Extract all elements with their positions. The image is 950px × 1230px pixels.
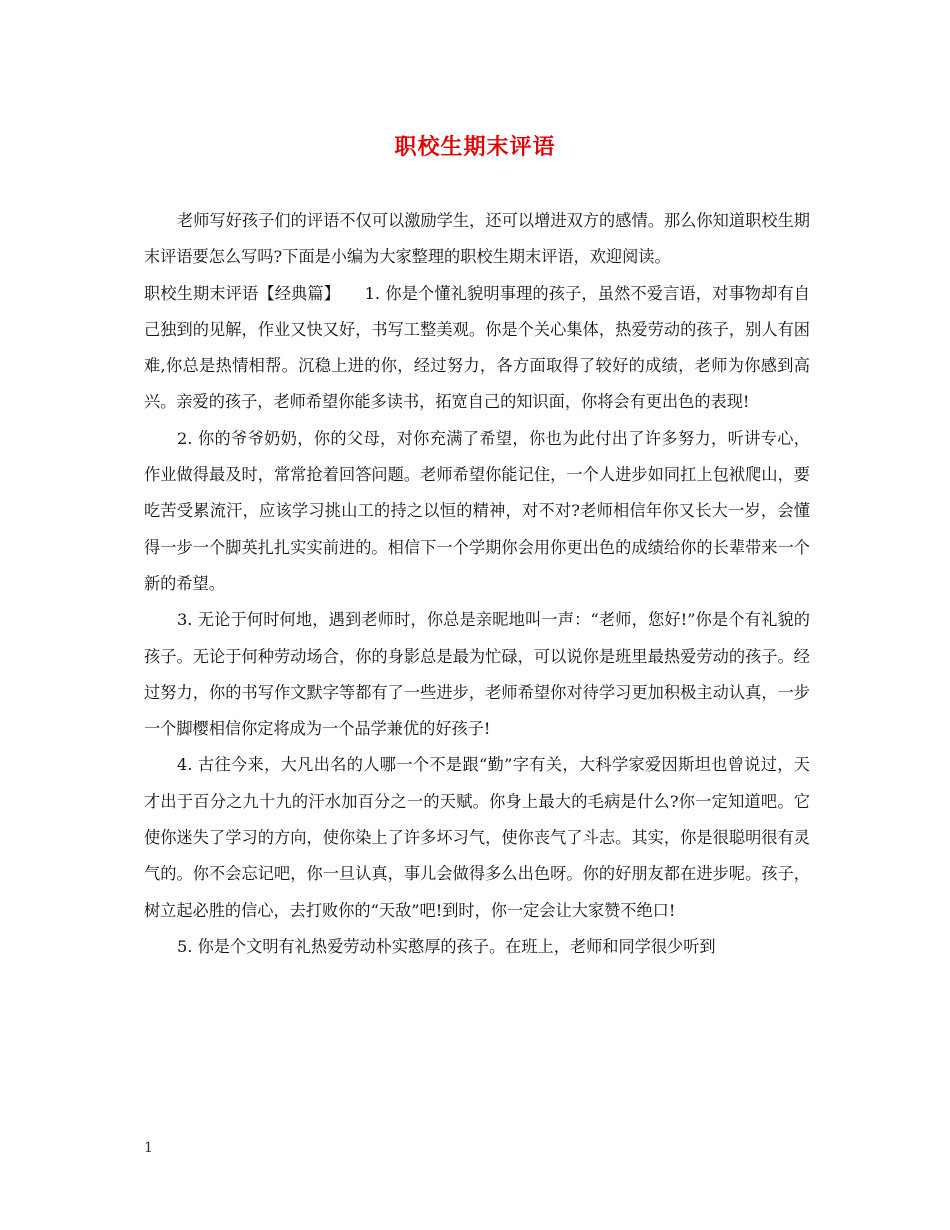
document-title: 职校生期末评语 (394, 134, 556, 160)
document-body (144, 203, 810, 965)
paragraph-comment-4: 4. 古往今来，大凡出名的人哪一个不是跟“勤”字有关，大科学家爱因斯坦也曾说过，天才出于百分之九十九的汗水加百分之一的天赋。你身上最大的毛病是什么?你一定知道吧。它使你迷失了学习的方向，使你染上了许多坏习气，使你丧气了斗志。其实，你是很聪明很有灵气的。你不会忘记吧，你一旦认真，事儿会做得多么出色呀。你的好朋友都在进步呢。孩子，树立起必胜的信心，去打败你的“天敌”吧!到时，你一定会让大家赞不绝口! (144, 755, 810, 920)
paragraph-intro: 老师写好孩子们的评语不仅可以激励学生，还可以增进双方的感情。那么你知道职校生期末评语要怎么写吗?下面是小编为大家整理的职校生期末评语，欢迎阅读。 (144, 211, 810, 267)
paragraph-comment-1: 职校生期末评语【经典篇】 1. 你是个懂礼貌明事理的孩子，虽然不爱言语，对事物却有自己独到的见解，作业又快又好，书写工整美观。你是个关心集体，热爱劳动的孩子，别人有困难,你总是热情相帮。沉稳上进的你，经过努力，各方面取得了较好的成绩，老师为你感到高兴。亲爱的孩子，老师希望你能多读书，拓宽自己的知识面，你将会有更出色的表现! (144, 283, 810, 412)
page-number: 1 (144, 1140, 153, 1156)
paragraph-comment-5: 5. 你是个文明有礼热爱劳动朴实憨厚的孩子。在班上，老师和同学很少听到 (177, 936, 716, 956)
paragraph-comment-2: 2. 你的爷爷奶奶，你的父母，对你充满了希望，你也为此付出了许多努力，听讲专心，作业做得最及时，常常抢着回答问题。老师希望你能记住，一个人进步如同扛上包袱爬山，要吃苦受累流汗，应该学习挑山工的持之以恒的精神，对不对?老师相信年你又长大一岁，会懂得一步一个脚英扎扎实实前进的。相信下一个学期你会用你更出色的成绩给你的长辈带来一个新的希望。 (144, 428, 810, 593)
paragraph-comment-3: 3. 无论于何时何地，遇到老师时，你总是亲昵地叫一声：“老师，您好!”你是个有礼貌的孩子。无论于何种劳动场合，你的身影总是最为忙碌，可以说你是班里最热爱劳动的孩子。经过努力，你的书写作文默字等都有了一些进步，老师希望你对待学习更加积极主动认真，一步一个脚樱相信你定将成为一个品学兼优的好孩子! (144, 610, 810, 739)
